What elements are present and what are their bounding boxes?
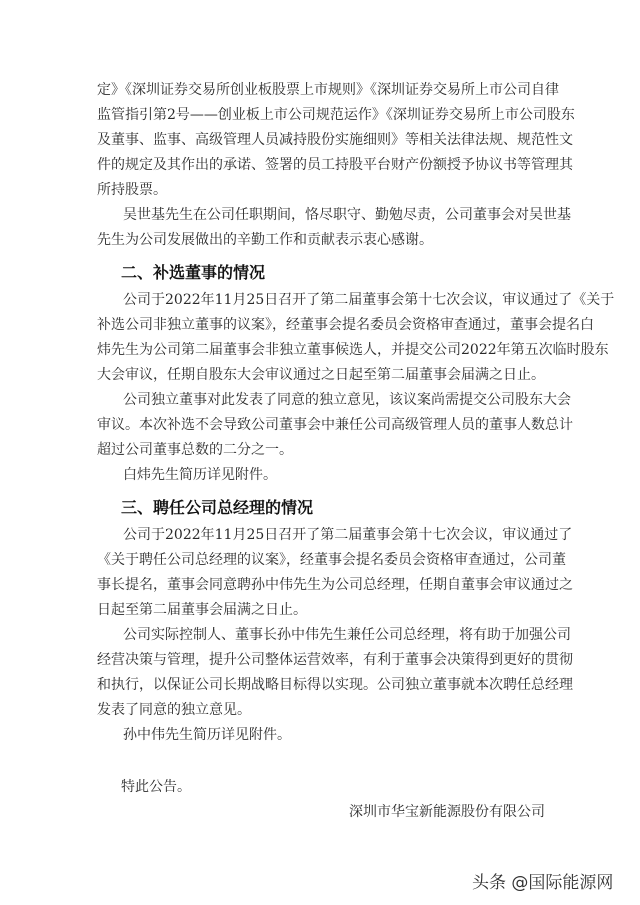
company-signature: 深圳市华宝新能源股份有限公司 — [349, 804, 545, 820]
text-line: 所持股票。 — [97, 182, 167, 198]
paragraph — [97, 723, 547, 748]
paragraph — [97, 288, 615, 388]
paragraph — [97, 523, 573, 623]
paragraph — [97, 203, 571, 253]
text-line: 公司于2022年11月25日召开了第二届董事会第十七次会议，审议通过了 — [123, 527, 573, 543]
text-line: 经营决策与管理，提升公司整体运营效率，有利于董事会决策得到更好的贯彻 — [97, 652, 573, 668]
text-line: 白炜先生简历详见附件。 — [123, 467, 277, 483]
text-line: 监管指引第2号——创业板上市公司规范运作》《深圳证券交易所上市公司股东 — [97, 107, 575, 123]
text-line: 发表了同意的独立意见。 — [97, 702, 251, 718]
text-line: 审议。本次补选不会导致公司董事会中兼任公司高级管理人员的董事人数总计 — [97, 417, 573, 433]
text-line: 公司独立董事对此发表了同意的独立意见，该议案尚需提交公司股东大会 — [123, 392, 571, 408]
section-heading: 三、聘任公司总经理的情况 — [121, 498, 314, 517]
text-line: 定》《深圳证券交易所创业板股票上市规则》《深圳证券交易所上市公司自律 — [97, 82, 559, 98]
text-line: 公司实际控制人、董事长孙中伟先生兼任公司总经理，将有助于加强公司 — [123, 627, 571, 643]
text-line: 先生为公司发展做出的辛勤工作和贡献表示衷心感谢。 — [97, 232, 433, 248]
document-body — [97, 78, 615, 748]
section-heading: 二、补选董事的情况 — [121, 263, 266, 282]
text-line: 补选公司非独立董事的议案》，经董事会提名委员会资格审查通过，董事会提名白 — [97, 317, 594, 333]
paragraph — [97, 623, 573, 723]
text-line: 事长提名，董事会同意聘孙中伟先生为公司总经理，任期自董事会审议通过之 — [97, 577, 573, 593]
text-line: 大会审议，任期自股东大会审议通过之日起至第二届董事会届满之日止。 — [97, 367, 545, 383]
paragraph — [97, 463, 547, 488]
text-line: 炜先生为公司第二届董事会非独立董事候选人，并提交公司2022年第五次临时股东 — [97, 342, 609, 358]
notice-closing: 特此公告。 — [121, 779, 191, 795]
text-line: 吴世基先生在公司任职期间，恪尽职守、勤勉尽责，公司董事会对吴世基 — [123, 207, 571, 223]
text-line: 和执行，以保证公司长期战略目标得以实现。公司独立董事就本次聘任总经理 — [97, 677, 573, 693]
text-line: 公司于2022年11月25日召开了第二届董事会第十七次会议，审议通过了《关于 — [123, 292, 615, 308]
text-line: 超过公司董事总数的二分之一。 — [97, 442, 293, 458]
paragraph — [97, 78, 575, 203]
text-line: 孙中伟先生简历详见附件。 — [123, 727, 291, 743]
paragraph — [97, 388, 573, 463]
text-line: 件的规定及其作出的承诺、签署的员工持股平台财产份额授予协议书等管理其 — [97, 157, 573, 173]
text-line: 《关于聘任公司总经理的议案》，经董事会提名委员会资格审查通过，公司董 — [97, 552, 566, 568]
text-line: 日起至第二届董事会届满之日止。 — [97, 602, 307, 618]
text-line: 及董事、监事、高级管理人员减持股份实施细则》等相关法律法规、规范性文 — [97, 132, 573, 148]
watermark: 头条 @国际能源网 — [472, 873, 614, 893]
